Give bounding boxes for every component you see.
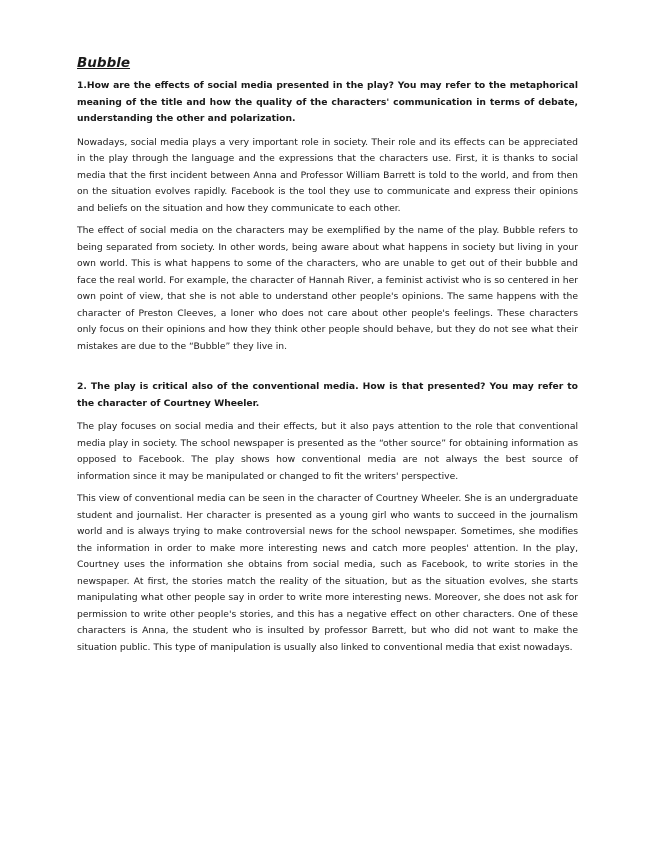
answer-2-paragraph-1: The play focuses on social media and their effects, but it also pays attention to the role that conventional media play in society. The school newspaper is presented as the “other source” for obtaining information as opposed to Facebook. The play shows how conventional media are not always the best source of information since it may be manipulated or changed to fit the writers' perspective. [77,421,578,482]
section-spacer [77,361,578,379]
answer-1-paragraph-1: Nowadays, social media plays a very important role in society. Their role and its effects can be appreciated in the play through the language and the expressions that the characters use. First, it is thanks to social media that the first incident between Anna and Professor William Barrett is told to the world, and from then on the situation evolves rapidly. Facebook is the tool they use to communicate and express their opinions and beliefs on the situation and how they communicate to each other. [77,136,578,214]
answer-1-paragraph-2: The effect of social media on the characters may be exemplified by the name of the play. Bubble refers to being separated from society. In other words, being aware about what happens in society but living in your own world. This is what happens to some of the characters, who are unable to get out of their bubble and face the real world. For example, the character of Hannah River, a feminist activist who is so centered in her own point of view, that she is not able to understand other people's opinions. The same happens with the character of Preston Cleeves, a loner who does not care about other people's feelings. These characters only focus on their opinions and how they think other people should behave, but they do not see what their mistakes are due to the “Bubble” they live in. [77,225,578,352]
document-body [77,54,578,662]
question-1: 1.How are the effects of social media presented in the play? You may refer to the metaphorical meaning of the title and how the quality of the characters' communication in terms of debate, understanding the other and polarization. [77,80,578,124]
document-title: Bubble [77,55,131,71]
question-2: 2. The play is critical also of the conventional media. How is that presented? You may refer to the character of Courtney Wheeler. [77,381,578,409]
answer-2-paragraph-2: This view of conventional media can be seen in the character of Courtney Wheeler. She is an undergraduate student and journalist. Her character is presented as a young girl who wants to succeed in the journalism world and is always trying to make controversial news for the school newspaper. Sometimes, she modifies the information in order to make more interesting news and catch more peoples' attention. In the play, Courtney uses the information she obtains from social media, such as Facebook, to write stories in the newspaper. At first, the stories match the reality of the situation, but as the situation evolves, she starts manipulating what other people say in order to write more interesting news. Moreover, she does not ask for permission to write other people's stories, and this has a negative effect on other characters. One of these characters is Anna, the student who is insulted by professor Barrett, but who did not want to make the situation public. This type of manipulation is usually also linked to conventional media that exist nowadays. [77,493,578,653]
